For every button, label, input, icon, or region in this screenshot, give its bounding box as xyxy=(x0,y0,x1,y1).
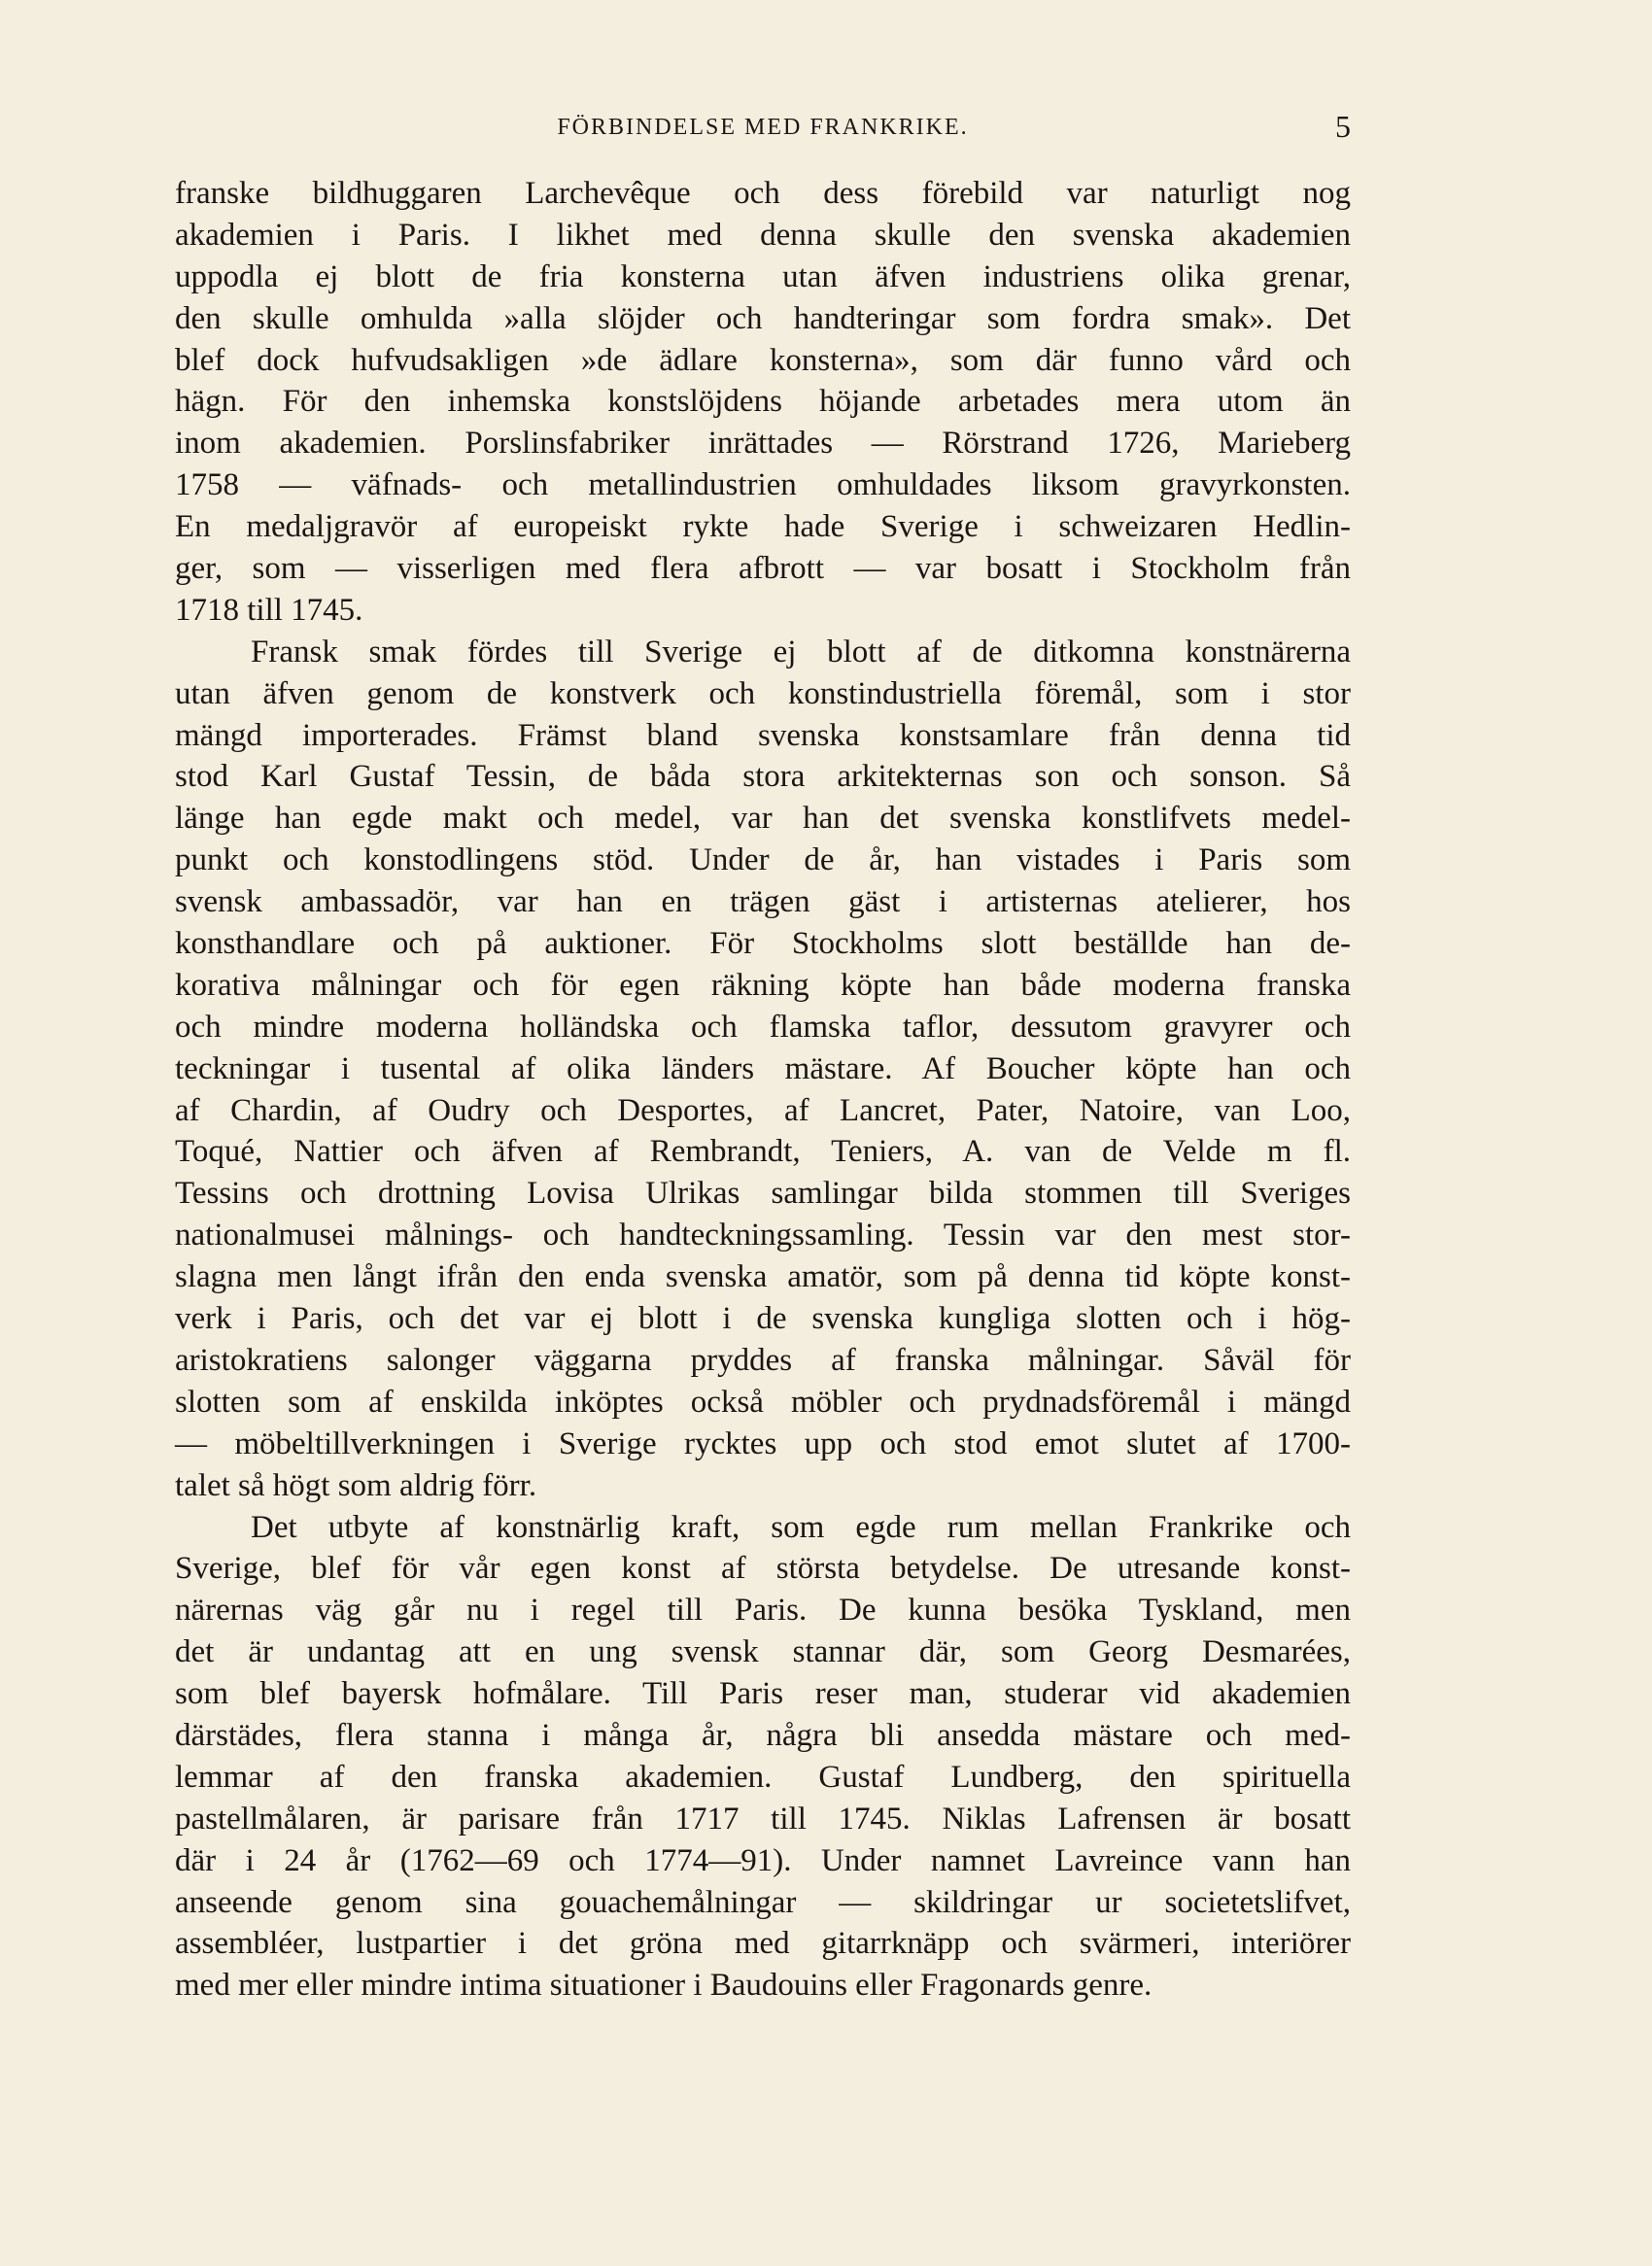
text-line: aristokratiens salonger väggarna pryddes af franska målningar. Såväl för xyxy=(175,1342,1351,1378)
text-line: utan äfven genom de konstverk och konstindustriella föremål, som i stor xyxy=(175,675,1351,711)
running-title: FÖRBINDELSE MED FRANKRIKE. xyxy=(557,115,969,140)
text-line: blef dock hufvudsakligen »de ädlare konsterna», som där funno vård och xyxy=(175,342,1351,378)
text-line: Tessins och drottning Lovisa Ulrikas samlingar bilda stommen till Sveriges xyxy=(175,1176,1351,1212)
text-line: slotten som af enskilda inköptes också möbler och prydnadsföremål i mängd xyxy=(175,1384,1351,1420)
running-head xyxy=(175,109,1351,148)
text-line: franske bildhuggaren Larchevêque och dess förebild var naturligt nog xyxy=(175,176,1351,211)
text-line: slagna men långt ifrån den enda svenska amatör, som på denna tid köpte konst- xyxy=(175,1259,1351,1295)
text-line: hägn. För den inhemska konstslöjdens höjande arbetades mera utom än xyxy=(175,384,1351,420)
text-line: mängd importerades. Främst bland svenska konstsamlare från denna tid xyxy=(175,717,1351,753)
text-line: Det utbyte af konstnärlig kraft, som egde rum mellan Frankrike och xyxy=(251,1509,1351,1545)
text-line: uppodla ej blott de fria konsterna utan äfven industriens olika grenar, xyxy=(175,258,1351,294)
text-line: Sverige, blef för vår egen konst af största betydelse. De utresande konst- xyxy=(175,1551,1351,1587)
text-line: — möbeltillverkningen i Sverige rycktes upp och stod emot slutet af 1700- xyxy=(175,1425,1351,1461)
text-line: En medaljgravör af europeiskt rykte hade Sverige i schweizaren Hedlin- xyxy=(175,509,1351,545)
text-line: 1718 till 1745. xyxy=(175,592,363,628)
text-line: lemmar af den franska akademien. Gustaf Lundberg, den spirituella xyxy=(175,1759,1351,1795)
text-line: assembléer, lustpartier i det gröna med gitarrknäpp och svärmeri, interiörer xyxy=(175,1926,1351,1962)
text-line: konsthandlare och på auktioner. För Stockholms slott beställde han de- xyxy=(175,926,1351,962)
text-line: stod Karl Gustaf Tessin, de båda stora arkitekternas son och sonson. Så xyxy=(175,759,1351,795)
text-line: det är undantag att en ung svensk stannar där, som Georg Desmarées, xyxy=(175,1634,1351,1670)
text-line: pastellmålaren, är parisare från 1717 till 1745. Niklas Lafrensen är bosatt xyxy=(175,1801,1351,1837)
text-line: nationalmusei målnings- och handteckningssamling. Tessin var den mest stor- xyxy=(175,1218,1351,1253)
text-line: anseende genom sina gouachemålningar — skildringar ur societetslifvet, xyxy=(175,1884,1351,1920)
text-line: svensk ambassadör, var han en trägen gäst i artisternas atelierer, hos xyxy=(175,884,1351,920)
text-line: närernas väg går nu i regel till Paris. De kunna besöka Tyskland, men xyxy=(175,1593,1351,1629)
text-line: Toqué, Nattier och äfven af Rembrandt, Teniers, A. van de Velde m fl. xyxy=(175,1134,1351,1170)
text-line: som blef bayersk hofmålare. Till Paris reser man, studerar vid akademien xyxy=(175,1676,1351,1712)
text-line: Fransk smak fördes till Sverige ej blott af de ditkomna konstnärerna xyxy=(251,634,1351,670)
text-line: länge han egde makt och medel, var han det svenska konstlifvets medel- xyxy=(175,801,1351,837)
text-line: verk i Paris, och det var ej blott i de svenska kungliga slotten och i hög- xyxy=(175,1301,1351,1337)
body-text xyxy=(175,173,1351,2007)
page-number: 5 xyxy=(1335,109,1351,144)
text-line: med mer eller mindre intima situationer i Baudouins eller Fragonards genre. xyxy=(175,1968,1153,2004)
text-line: af Chardin, af Oudry och Desportes, af Lancret, Pater, Natoire, van Loo, xyxy=(175,1092,1351,1128)
text-line: därstädes, flera stanna i många år, några bli ansedda mästare och med- xyxy=(175,1717,1351,1753)
text-line: och mindre moderna holländska och flamska taflor, dessutom gravyrer och xyxy=(175,1009,1351,1045)
text-line: inom akademien. Porslinsfabriker inrättades — Rörstrand 1726, Marieberg xyxy=(175,426,1351,462)
text-line: 1758 — väfnads- och metallindustrien omhuldades liksom gravyrkonsten. xyxy=(175,467,1351,503)
text-line: ger, som — visserligen med flera afbrott — var bosatt i Stockholm från xyxy=(175,551,1351,587)
text-line: korativa målningar och för egen räkning köpte han både moderna franska xyxy=(175,967,1351,1003)
text-line: talet så högt som aldrig förr. xyxy=(175,1467,537,1503)
text-line: teckningar i tusental af olika länders mästare. Af Boucher köpte han och xyxy=(175,1050,1351,1086)
text-line: akademien i Paris. I likhet med denna skulle den svenska akademien xyxy=(175,217,1351,253)
text-line: punkt och konstodlingens stöd. Under de år, han vistades i Paris som xyxy=(175,842,1351,878)
text-line: där i 24 år (1762—69 och 1774—91). Under namnet Lavreince vann han xyxy=(175,1842,1351,1878)
text-line: den skulle omhulda »alla slöjder och handteringar som fordra smak». Det xyxy=(175,300,1351,336)
